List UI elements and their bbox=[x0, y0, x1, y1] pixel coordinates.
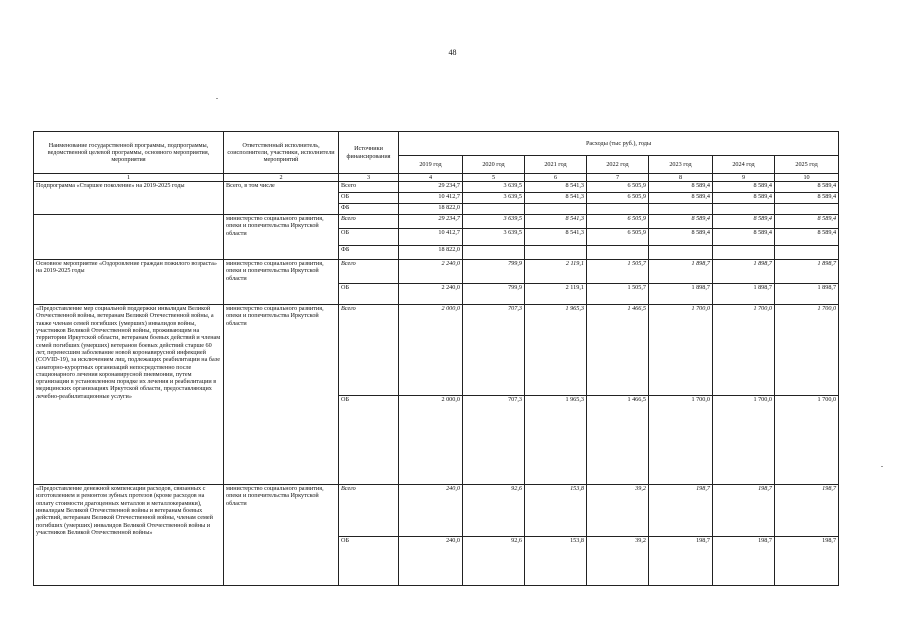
value-cell: 2 119,1 bbox=[525, 260, 587, 284]
value-cell: 198,7 bbox=[649, 537, 713, 586]
value-cell: 2 000,0 bbox=[399, 305, 463, 396]
executor-cell: Всего, в том числе bbox=[224, 182, 339, 215]
scan-speck bbox=[881, 466, 883, 467]
table-row bbox=[34, 215, 839, 229]
empty-cell bbox=[775, 204, 839, 215]
index-cell: 4 bbox=[399, 174, 463, 182]
value-cell: 198,7 bbox=[775, 485, 839, 537]
value-cell: 39,2 bbox=[587, 485, 649, 537]
value-cell: 8 589,4 bbox=[775, 182, 839, 193]
value-cell: 8 589,4 bbox=[649, 229, 713, 246]
value-cell: 240,0 bbox=[399, 537, 463, 586]
budget-table bbox=[33, 131, 839, 586]
source-cell: Всего bbox=[339, 260, 399, 284]
empty-cell bbox=[463, 246, 525, 260]
empty-cell bbox=[587, 246, 649, 260]
value-cell: 1 898,7 bbox=[775, 284, 839, 305]
value-cell: 198,7 bbox=[775, 537, 839, 586]
value-cell: 1 898,7 bbox=[649, 260, 713, 284]
year-2020: 2020 год bbox=[463, 156, 525, 174]
header-name: Наименование государственной программы, подпрограммы, ведомственной целевой программы, основного мероприятия, мероприятия bbox=[34, 132, 224, 174]
value-cell: 8 589,4 bbox=[713, 193, 775, 204]
value-cell: 799,9 bbox=[463, 284, 525, 305]
value-cell: 10 412,7 bbox=[399, 193, 463, 204]
year-2022: 2022 год bbox=[587, 156, 649, 174]
header-executor: Ответственный исполнитель, соисполнители, участники, исполнители мероприятий bbox=[224, 132, 339, 174]
value-cell: 1 466,5 bbox=[587, 305, 649, 396]
index-cell: 9 bbox=[713, 174, 775, 182]
empty-cell bbox=[525, 246, 587, 260]
empty-cell bbox=[713, 204, 775, 215]
value-cell: 3 639,5 bbox=[463, 215, 525, 229]
table-row bbox=[34, 182, 839, 193]
table-row bbox=[34, 485, 839, 537]
value-cell: 6 505,9 bbox=[587, 229, 649, 246]
value-cell: 1 505,7 bbox=[587, 284, 649, 305]
index-cell: 1 bbox=[34, 174, 224, 182]
value-cell: 6 505,9 bbox=[587, 215, 649, 229]
value-cell: 1 700,0 bbox=[649, 305, 713, 396]
index-cell: 8 bbox=[649, 174, 713, 182]
value-cell: 2 240,0 bbox=[399, 284, 463, 305]
year-2025: 2025 год bbox=[775, 156, 839, 174]
index-cell: 3 bbox=[339, 174, 399, 182]
value-cell: 3 639,5 bbox=[463, 193, 525, 204]
source-cell: ОБ bbox=[339, 396, 399, 485]
value-cell: 8 589,4 bbox=[775, 215, 839, 229]
empty-cell bbox=[713, 246, 775, 260]
value-cell: 198,7 bbox=[649, 485, 713, 537]
scan-speck bbox=[216, 98, 218, 99]
header-row bbox=[34, 132, 839, 156]
value-cell: 8 589,4 bbox=[713, 215, 775, 229]
value-cell: 6 505,9 bbox=[587, 193, 649, 204]
value-cell: 1 898,7 bbox=[713, 260, 775, 284]
year-2023: 2023 год bbox=[649, 156, 713, 174]
value-cell: 8 589,4 bbox=[649, 182, 713, 193]
index-cell: 5 bbox=[463, 174, 525, 182]
value-cell: 707,3 bbox=[463, 396, 525, 485]
empty-cell bbox=[463, 204, 525, 215]
value-cell: 2 119,1 bbox=[525, 284, 587, 305]
value-cell: 8 589,4 bbox=[775, 193, 839, 204]
value-cell: 1 466,5 bbox=[587, 396, 649, 485]
value-cell: 6 505,9 bbox=[587, 182, 649, 193]
executor-cell: министерство социального развития, опеки и попечительства Иркутской области bbox=[224, 260, 339, 305]
value-cell: 3 639,5 bbox=[463, 182, 525, 193]
empty-cell bbox=[649, 204, 713, 215]
value-cell: 153,8 bbox=[525, 537, 587, 586]
source-cell: ОБ bbox=[339, 284, 399, 305]
value-cell: 8 541,3 bbox=[525, 215, 587, 229]
index-cell: 10 bbox=[775, 174, 839, 182]
value-cell: 8 541,3 bbox=[525, 193, 587, 204]
measure-name: «Предоставление мер социальной поддержки инвалидам Великой Отечественной войны, ветеранам Великой Отечественной войны, а также членам семей погибших (умерших) инвалидов войны, участников Великой Отечественной войны, проживающим на территории Иркутской области, ветеранам боевых действий и членам семей погибших (умерших) ветеранов боевых действий старше 60 лет, перенесшим заболевание новой коронавирусной инфекцией (COVID-19), за исключением лиц, подлежащих реабилитации на базе санаторно-курортных организаций непосредственно после стационарного лечения коронавирусной пневмонии, путем организации в установленном порядке их лечения и реабилитации в медицинских организациях Иркутской области, предоставляющих лечебно-реабилитационные услуги» bbox=[34, 305, 224, 485]
value-cell: 18 822,0 bbox=[399, 204, 463, 215]
index-cell: 6 bbox=[525, 174, 587, 182]
page-number: 48 bbox=[448, 48, 457, 57]
source-cell: ФБ bbox=[339, 204, 399, 215]
value-cell: 18 822,0 bbox=[399, 246, 463, 260]
value-cell: 1 700,0 bbox=[775, 396, 839, 485]
source-cell: ОБ bbox=[339, 193, 399, 204]
value-cell: 1 898,7 bbox=[649, 284, 713, 305]
source-cell: ОБ bbox=[339, 229, 399, 246]
source-cell: Всего bbox=[339, 305, 399, 396]
source-cell: Всего bbox=[339, 485, 399, 537]
value-cell: 198,7 bbox=[713, 485, 775, 537]
value-cell: 8 589,4 bbox=[649, 215, 713, 229]
value-cell: 198,7 bbox=[713, 537, 775, 586]
year-2024: 2024 год bbox=[713, 156, 775, 174]
table-row bbox=[34, 305, 839, 396]
value-cell: 153,8 bbox=[525, 485, 587, 537]
activity-name: Основное мероприятие «Оздоровление граждан пожилого возраста» на 2019-2025 годы bbox=[34, 260, 224, 305]
executor-cell: министерство социального развития, опеки и попечительства Иркутской области bbox=[224, 305, 339, 485]
header-source: Источники финансирования bbox=[339, 132, 399, 174]
empty-cell bbox=[587, 204, 649, 215]
source-cell: ОБ bbox=[339, 537, 399, 586]
executor-cell: министерство социального развития, опеки и попечительства Иркутской области bbox=[224, 215, 339, 260]
value-cell: 2 000,0 bbox=[399, 396, 463, 485]
year-2019: 2019 год bbox=[399, 156, 463, 174]
value-cell: 8 541,3 bbox=[525, 229, 587, 246]
source-cell: Всего bbox=[339, 215, 399, 229]
source-cell: Всего bbox=[339, 182, 399, 193]
value-cell: 3 639,5 bbox=[463, 229, 525, 246]
executor-cell: министерство социального развития, опеки и попечительства Иркутской области bbox=[224, 485, 339, 586]
header-expenses: Расходы (тыс руб.), годы bbox=[399, 132, 839, 156]
index-cell: 7 bbox=[587, 174, 649, 182]
index-cell: 2 bbox=[224, 174, 339, 182]
value-cell: 1 700,0 bbox=[713, 396, 775, 485]
year-2021: 2021 год bbox=[525, 156, 587, 174]
name-cell bbox=[34, 215, 224, 260]
value-cell: 8 541,3 bbox=[525, 182, 587, 193]
value-cell: 1 965,3 bbox=[525, 396, 587, 485]
value-cell: 8 589,4 bbox=[649, 193, 713, 204]
value-cell: 1 898,7 bbox=[775, 260, 839, 284]
value-cell: 1 700,0 bbox=[775, 305, 839, 396]
value-cell: 1 505,7 bbox=[587, 260, 649, 284]
value-cell: 2 240,0 bbox=[399, 260, 463, 284]
value-cell: 240,0 bbox=[399, 485, 463, 537]
value-cell: 92,6 bbox=[463, 537, 525, 586]
value-cell: 1 700,0 bbox=[649, 396, 713, 485]
index-row bbox=[34, 174, 839, 182]
value-cell: 8 589,4 bbox=[713, 229, 775, 246]
value-cell: 10 412,7 bbox=[399, 229, 463, 246]
value-cell: 92,6 bbox=[463, 485, 525, 537]
value-cell: 39,2 bbox=[587, 537, 649, 586]
value-cell: 1 700,0 bbox=[713, 305, 775, 396]
value-cell: 8 589,4 bbox=[775, 229, 839, 246]
source-cell: ФБ bbox=[339, 246, 399, 260]
subprogram-name: Подпрограмма «Старшее поколение» на 2019-2025 годы bbox=[34, 182, 224, 215]
table-row bbox=[34, 260, 839, 284]
value-cell: 1 965,3 bbox=[525, 305, 587, 396]
empty-cell bbox=[525, 204, 587, 215]
value-cell: 799,9 bbox=[463, 260, 525, 284]
value-cell: 707,3 bbox=[463, 305, 525, 396]
empty-cell bbox=[775, 246, 839, 260]
value-cell: 1 898,7 bbox=[713, 284, 775, 305]
empty-cell bbox=[649, 246, 713, 260]
value-cell: 8 589,4 bbox=[713, 182, 775, 193]
value-cell: 29 234,7 bbox=[399, 182, 463, 193]
measure-name: «Предоставление денежной компенсации расходов, связанных с изготовлением и ремонтом зубных протезов (кроме расходов на оплату стоимости драгоценных металлов и металлокерамики), инвалидам Великой Отечественной войны и ветеранам боевых действий, ветеранам Великой Отечественной войны, членам семей погибших (умерших) инвалидов Великой Отечественной войны и участников Великой Отечественной войны» bbox=[34, 485, 224, 586]
value-cell: 29 234,7 bbox=[399, 215, 463, 229]
